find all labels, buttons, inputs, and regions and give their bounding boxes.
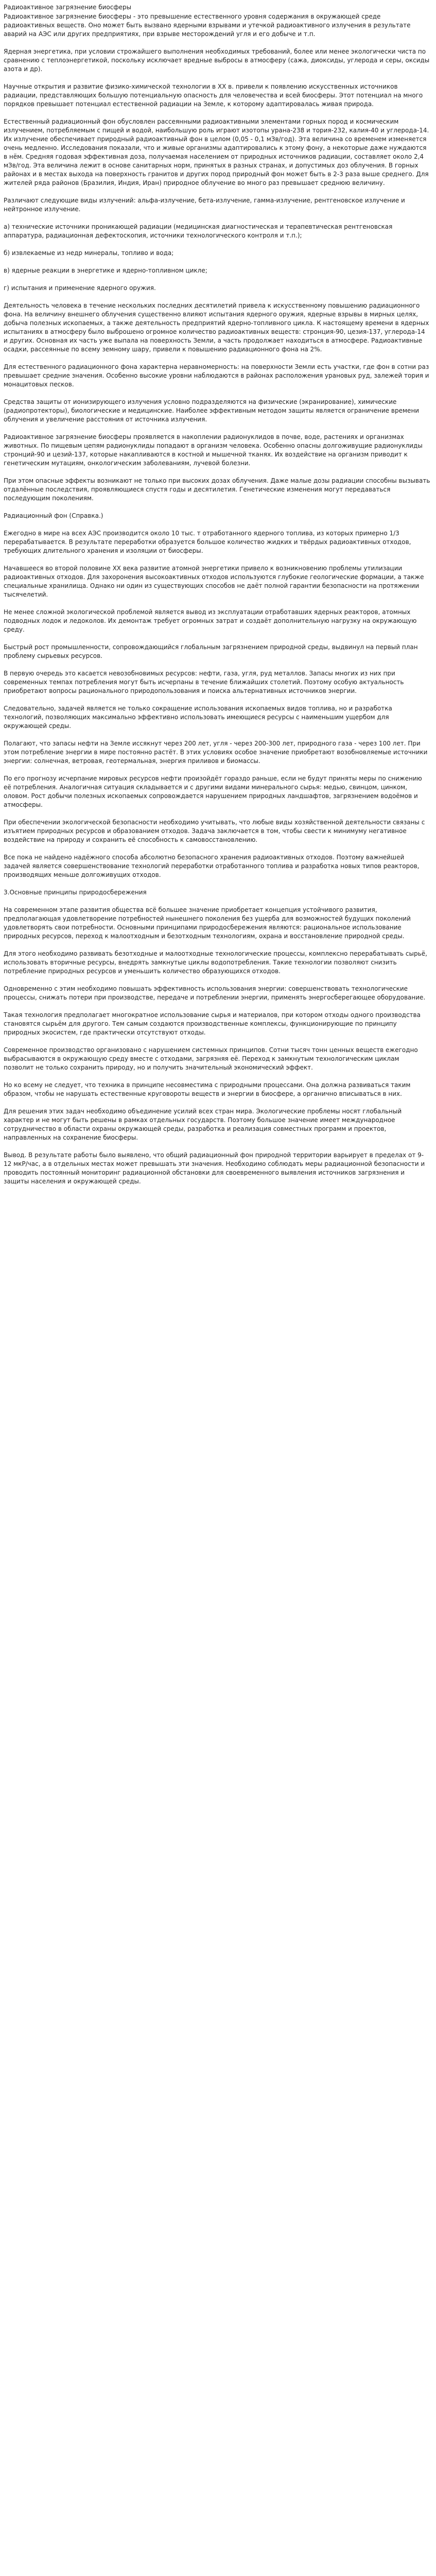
paragraph: Быстрый рост промышленности, сопровождающийся глобальным загрязнением природной среды, выдвинул на первый план проблему сырьевых ресурсов. xyxy=(4,643,418,659)
paragraph: Ядерная энергетика, при условии строжайшего выполнения необходимых требований, более или менее экологически чиста по сравнению с теплоэнергетикой, поскольку исключает вредные выбросы в атмосферу (сажа, диоксиды, углерода и серы, оксиды азота и др). xyxy=(4,48,430,73)
paragraph: Полагают, что запасы нефти на Земле иссякнут через 200 лет, угля - через 200-300 лет, природного газа - через 100 лет. При этом потребление энергии в мире постоянно растёт. В этих условиях особое значение приобретают возобновляемые источники энергии: солнечная, ветровая, геотермальная, энергия приливов и биомассы. xyxy=(4,740,428,765)
paragraph: Вывод. В результате работы было выявлено, что общий радиационный фон природной территории варьирует в пределах от 9-12 мкР/час, а в отдельных местах может превышать эти значения. Необходимо соблюдать меры радиационной безопасности и проводить постоянный мониторинг радиационной обстановки для своевременного выявления источников загрязнения и защиты населения и окружающей среды. xyxy=(4,1151,425,1185)
paragraph: Все пока не найдено надёжного способа абсолютно безопасного хранения радиоактивных отходов. Поэтому важнейшей задачей является совершенствование технологий переработки отработанного топлива и разработка новых типов реакторов, производящих меньше долгоживущих отходов. xyxy=(4,854,420,878)
paragraph: При этом опасные эффекты возникают не только при высоких дозах облучения. Даже малые дозы радиации способны вызывать отдалённые последствия, проявляющиеся спустя годы и десятилетия. Генетические изменения могут передаваться последующим поколениям. xyxy=(4,477,430,502)
document-title: Радиоактивное загрязнение биосферы xyxy=(4,4,132,11)
paragraph: Современное производство организовано с нарушением системных принципов. Сотни тысяч тонн ценных веществ ежегодно выбрасываются в окружающую среду вместе с отходами, загрязняя её. Переход к замкнутым технологическим циклам позволит не только сохранить природу, но и получить значительный экономический эффект. xyxy=(4,1046,418,1071)
paragraph: При обеспечении экологической безопасности необходимо учитывать, что любые виды хозяйственной деятельности связаны с изъятием природных ресурсов и образованием отходов. Задача заключается в том, чтобы свести к минимуму негативное воздействие на природу и сохранить её способность к самовосстановлению. xyxy=(4,819,425,843)
paragraph: Следовательно, задачей является не только сокращение использования ископаемых видов топлива, но и разработка технологий, позволяющих максимально эффективно использовать имеющиеся ресурсы с наименьшим ущербом для окружающей среды. xyxy=(4,705,392,730)
paragraph: Одновременно с этим необходимо повышать эффективность использования энергии: совершенствовать технологические процессы, снижать потери при производстве, передаче и потреблении энергии, применять энергосберегающее оборудование. xyxy=(4,985,426,1001)
paragraph: Радиоактивное загрязнение биосферы проявляется в накоплении радионуклидов в почве, воде, растениях и организмах животных. По пищевым цепям радионуклиды попадают в организм человека. Особенно опасны долгоживущие радионуклиды стронций-90 и цезий-137, которые накапливаются в костной и мышечной тканях. Их воздействие на организм приводит к генетическим мутациям, онкологическим заболеваниям, лучевой болезни. xyxy=(4,433,423,467)
paragraph: Деятельность человека в течение нескольких последних десятилетий привела к искусственному повышению радиационного фона. На величину внешнего облучения существенно влияют испытания ядерного оружия, ядерные взрывы в мирных целях, добыча полезных ископаемых, а также деятельность предприятий ядерно-топливного цикла. К настоящему времени в ядерных испытаниях в атмосферу было выброшено огромное количество радиоактивных веществ: стронция-90, цезия-137, углерода-14 и других. Основная их часть уже выпала на поверхность Земли, а часть продолжает находиться в атмосфере. Радиоактивные осадки, рассеянные по всему земному шару, привели к повышению радиационного фона на 2%. xyxy=(4,302,429,353)
paragraph: а) технические источники проникающей радиации (медицинская диагностическая и терапевтическая рентгеновская аппаратура, радиационная дефектоскопия, источники технологического контроля и т.п.); xyxy=(4,223,393,239)
paragraph: в) ядерные реакции в энергетике и ядерно-топливном цикле; xyxy=(4,267,207,274)
paragraph: Для естественного радиационного фона характерна неравномерность: на поверхности Земли есть участки, где фон в сотни раз превышает средние значения. Особенно высокие уровни наблюдаются в районах расположения урановых руд, залежей тория и монацитовых песков. xyxy=(4,363,429,388)
paragraph: Не менее сложной экологической проблемой является вывод из эксплуатации отработавших ядерных реакторов, атомных подводных лодок и ледоколов. Их демонтаж требует огромных затрат и создаёт дополнительную нагрузку на окружающую среду. xyxy=(4,608,417,633)
paragraph: Радиоактивное загрязнение биосферы - это превышение естественного уровня содержания в окружающей среде радиоактивных веществ. Оно может быть вызвано ядерными взрывами и утечкой радиоактивного излучения в результате аварий на АЭС или других предприятиях, при взрыве месторождений угля и его добыче и т.п. xyxy=(4,13,411,38)
paragraph: Научные открытия и развитие физико-химической технологии в XX в. привели к появлению искусственных источников радиации, представляющих большую потенциальную опасность для человечества и всей биосферы. Этот потенциал на много порядков превышает потенциал естественной радиации на Земле, к которому адаптировалась живая природа. xyxy=(4,83,423,108)
paragraph: Различают следующие виды излучений: альфа-излучение, бета-излучение, гамма-излучение, рентгеновское излучение и нейтронное излучение. xyxy=(4,197,405,213)
paragraph: б) извлекаемые из недр минералы, топливо и вода; xyxy=(4,249,174,257)
paragraph: Радиационный фон (Справка.) xyxy=(4,512,103,519)
paragraph: В первую очередь это касается невозобновимых ресурсов: нефти, газа, угля, руд металлов. Запасы многих из них при современных темпах потребления могут быть исчерпаны в течение ближайших столетий. Поэтому особую актуальность приобретают вопросы рационального природопользования и поиска альтернативных источников энергии. xyxy=(4,670,404,694)
paragraph: На современном этапе развития общества всё большее значение приобретает концепция устойчивого развития, предполагающая удовлетворение потребностей нынешнего поколения без ущерба для возможностей будущих поколений удовлетворять свои потребности. Основными принципами природосбережения являются: рациональное использование природных ресурсов, переход к малоотходным и безотходным технологиям, охрана и восстановление природной среды. xyxy=(4,906,411,940)
paragraph: г) испытания и применение ядерного оружия. xyxy=(4,284,156,292)
paragraph: Средства защиты от ионизирующего излучения условно подразделяются на физические (экранирование), химические (радиопротекторы), биологические и медицинские. Наиболее эффективным методом защиты является ограничение времени облучения и увеличение расстояния от источника излучения. xyxy=(4,398,420,423)
paragraph: 3.Основные принципы природосбережения xyxy=(4,889,147,896)
paragraph: Для решения этих задач необходимо объединение усилий всех стран мира. Экологические проблемы носят глобальный характер и не могут быть решены в рамках отдельных государств. Поэтому большое значение имеет международное сотрудничество в области охраны окружающей среды, разработка и реализация совместных программ и проектов, направленных на сохранение биосферы. xyxy=(4,1108,402,1141)
document-body xyxy=(4,12,431,1186)
paragraph: Естественный радиационный фон обусловлен рассеянными радиоактивными элементами горных пород и космическим излучением, потребляемым с пищей и водой, наибольшую роль играют изотопы урана-238 и тория-232, калия-40 и углерода-14. Их излучение обеспечивает природный радиоактивный фон в целом (0,05 - 0,1 мЗв/год). Эта величина со временем изменяется очень медленно. Исследования показали, что и живые организмы адаптировались к этому фону, а некоторые даже нуждаются в нём. Средняя годовая эффективная доза, получаемая населением от природных источников радиации, составляет около 2,4 мЗв/год. Эта величина лежит в основе санитарных норм, принятых в разных странах, и допустимых доз облучения. В горных районах и в местах выхода на поверхность гранитов и других пород природный фон может быть в 2-3 раза выше среднего. Для жителей ряда районов (Бразилия, Индия, Иран) природное облучение во много раз превышает среднюю величину. xyxy=(4,118,429,187)
paragraph: Такая технология предполагает многократное использование сырья и материалов, при котором отходы одного производства становятся сырьём для другого. Тем самым создаются производственные комплексы, функционирующие по принципу природных экосистем, где практически отсутствуют отходы. xyxy=(4,1011,421,1036)
paragraph: Для этого необходимо развивать безотходные и малоотходные технологические процессы, комплексно перерабатывать сырьё, использовать вторичные ресурсы, внедрять замкнутые циклы водопотребления. Такие технологии позволяют снизить потребление природных ресурсов и уменьшить количество образующихся отходов. xyxy=(4,950,427,975)
paragraph: Ежегодно в мире на всех АЭС производится около 10 тыс. т отработанного ядерного топлива, из которых примерно 1/3 перерабатывается. В результате переработки образуется большое количество жидких и твёрдых радиоактивных отходов, требующих длительного хранения и изоляции от биосферы. xyxy=(4,530,411,554)
paragraph: По его прогнозу исчерпание мировых ресурсов нефти произойдёт гораздо раньше, если не будут приняты меры по снижению её потребления. Аналогичная ситуация складывается и с другими видами минерального сырья: медью, свинцом, цинком, оловом. Рост добычи полезных ископаемых сопровождается нарушением природных ландшафтов, загрязнением водоёмов и атмосферы. xyxy=(4,775,422,808)
paragraph: Но ко всему не следует, что техника в принципе несовместима с природными процессами. Она должна развиваться таким образом, чтобы не нарушать естественные круговороты веществ и энергии в биосфере, а органично вписываться в них. xyxy=(4,1081,411,1097)
paragraph: Начавшееся во второй половине XX века развитие атомной энергетики привело к возникновению проблемы утилизации радиоактивных отходов. Для захоронения высокоактивных отходов используются глубокие геологические формации, а также специальные хранилища. Однако ни один из существующих способов не даёт полной гарантии безопасности на протяжении тысячелетий. xyxy=(4,565,424,598)
